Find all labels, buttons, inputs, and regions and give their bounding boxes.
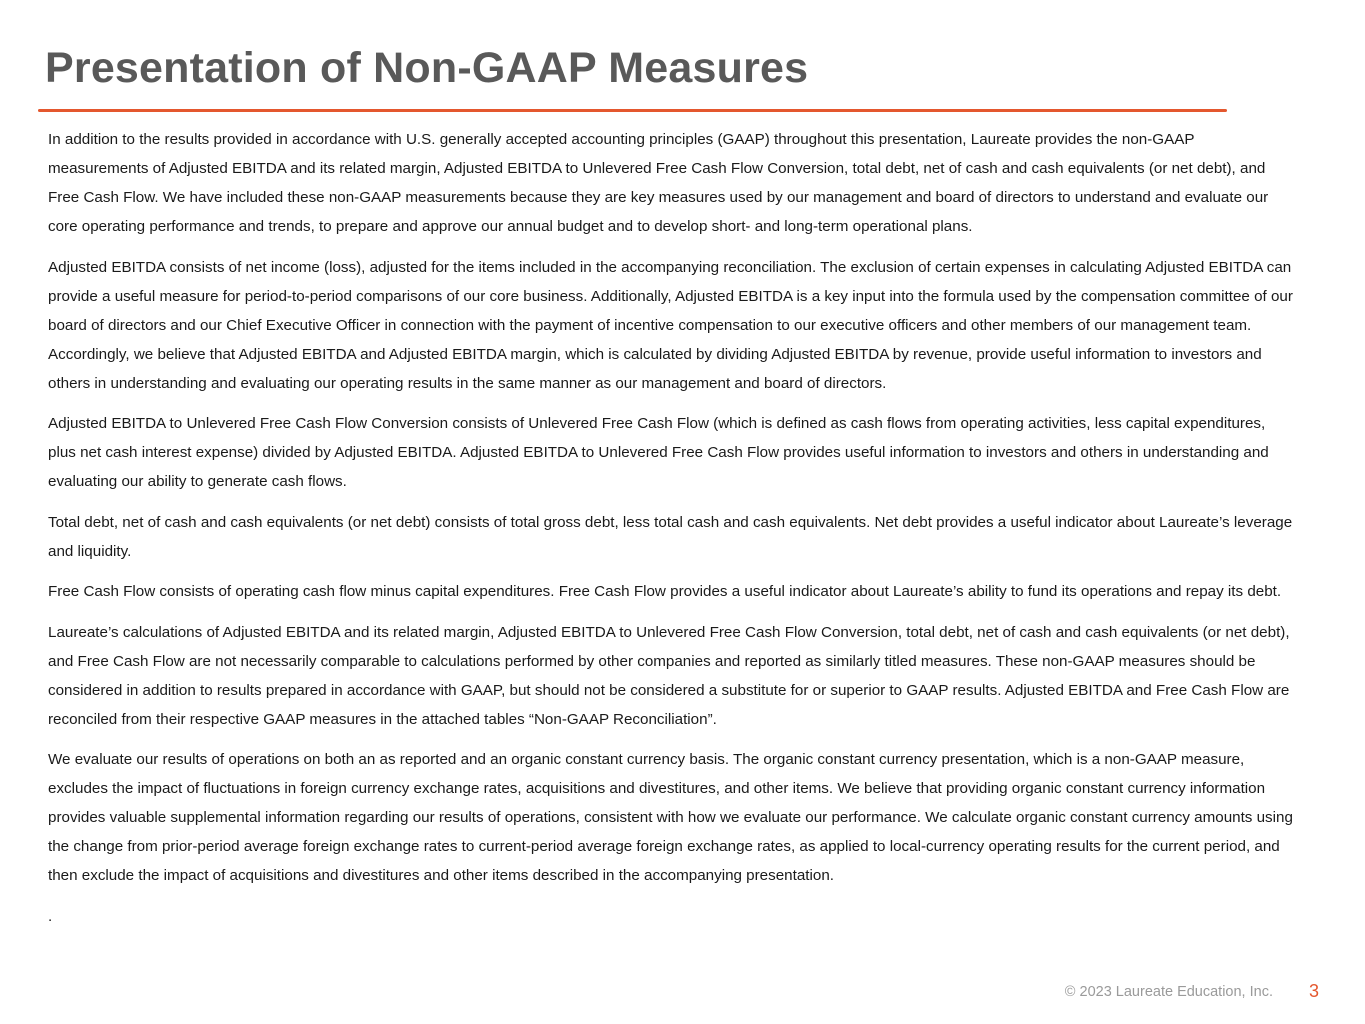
paragraph-trailing-period: . — [48, 907, 53, 925]
paragraph-comparability: Laureate’s calculations of Adjusted EBITDA and its related margin, Adjusted EBITDA to Unlevered Free Cash Flow Conversion, total debt, net of cash and cash equivalents (or net debt), and Free Cash Flow are not necessarily comparable to calculations performed by other companies and reported as similarly titled measures. These non-GAAP measures should be considered in addition to results prepared in accordance with GAAP, but should not be considered a substitute for or superior to GAAP results. Adjusted EBITDA and Free Cash Flow are reconciled from their respective GAAP measures in the attached tables “Non-GAAP Reconciliation”. — [48, 623, 1290, 728]
paragraph-cash-flow-conversion: Adjusted EBITDA to Unlevered Free Cash Flow Conversion consists of Unlevered Free Cash Flow (which is defined as cash flows from operating activities, less capital expenditures, plus net cash interest expense) divided by Adjusted EBITDA. Adjusted EBITDA to Unlevered Free Cash Flow provides useful information to investors and others in understanding and evaluating our ability to generate cash flows. — [48, 415, 1269, 490]
paragraph-free-cash-flow: Free Cash Flow consists of operating cash flow minus capital expenditures. Free Cash Flow provides a useful indicator about Laureate’s ability to fund its operations and repay its debt. — [48, 583, 1282, 600]
slide-title: Presentation of Non-GAAP Measures — [45, 44, 809, 92]
footer-copyright: © 2023 Laureate Education, Inc. — [1064, 984, 1273, 1000]
paragraph-non-gaap-overview: In addition to the results provided in accordance with U.S. generally accepted accounting principles (GAAP) throughout this presentation, Laureate provides the non-GAAP measurements of Adjusted EBITDA and its related margin, Adjusted EBITDA to Unlevered Free Cash Flow Conversion, total debt, net of cash and cash equivalents (or net debt), and Free Cash Flow. We have included these non-GAAP measurements because they are key measures used by our management and board of directors to understand and evaluate our core operating performance and trends, to prepare and approve our annual budget and to develop short- and long-term operational plans. — [48, 131, 1269, 235]
paragraph-organic-constant-currency: We evaluate our results of operations on both an as reported and an organic constant currency basis. The organic constant currency presentation, which is a non-GAAP measure, excludes the impact of fluctuations in foreign currency exchange rates, acquisitions and divestitures, and other items. We believe that providing organic constant currency information provides valuable supplemental information regarding our results of operations, consistent with how we evaluate our performance. We calculate organic constant currency amounts using the change from prior-period average foreign exchange rates to current-period average foreign exchange rates, as applied to local-currency operating results for the current period, and then exclude the impact of acquisitions and divestitures and other items described in the accompanying presentation. — [48, 751, 1293, 884]
paragraph-adjusted-ebitda: Adjusted EBITDA consists of net income (loss), adjusted for the items included in the accompanying reconciliation. The exclusion of certain expenses in calculating Adjusted EBITDA can provide a useful measure for period-to-period comparisons of our core business. Additionally, Adjusted EBITDA is a key input into the formula used by the compensation committee of our board of directors and our Chief Executive Officer in connection with the payment of incentive compensation to our executive officers and other members of our management team. Accordingly, we believe that Adjusted EBITDA and Adjusted EBITDA margin, which is calculated by dividing Adjusted EBITDA by revenue, provide useful information to investors and others in understanding and evaluating our operating results in the same manner as our management and board of directors. — [48, 258, 1293, 392]
title-underline — [38, 109, 1227, 112]
page-number: 3 — [1308, 981, 1319, 1001]
slide-body — [48, 125, 1293, 942]
paragraph-net-debt: Total debt, net of cash and cash equivalents (or net debt) consists of total gross debt, less total cash and cash equivalents. Net debt provides a useful indicator about Laureate’s leverage and liquidity. — [48, 513, 1293, 560]
